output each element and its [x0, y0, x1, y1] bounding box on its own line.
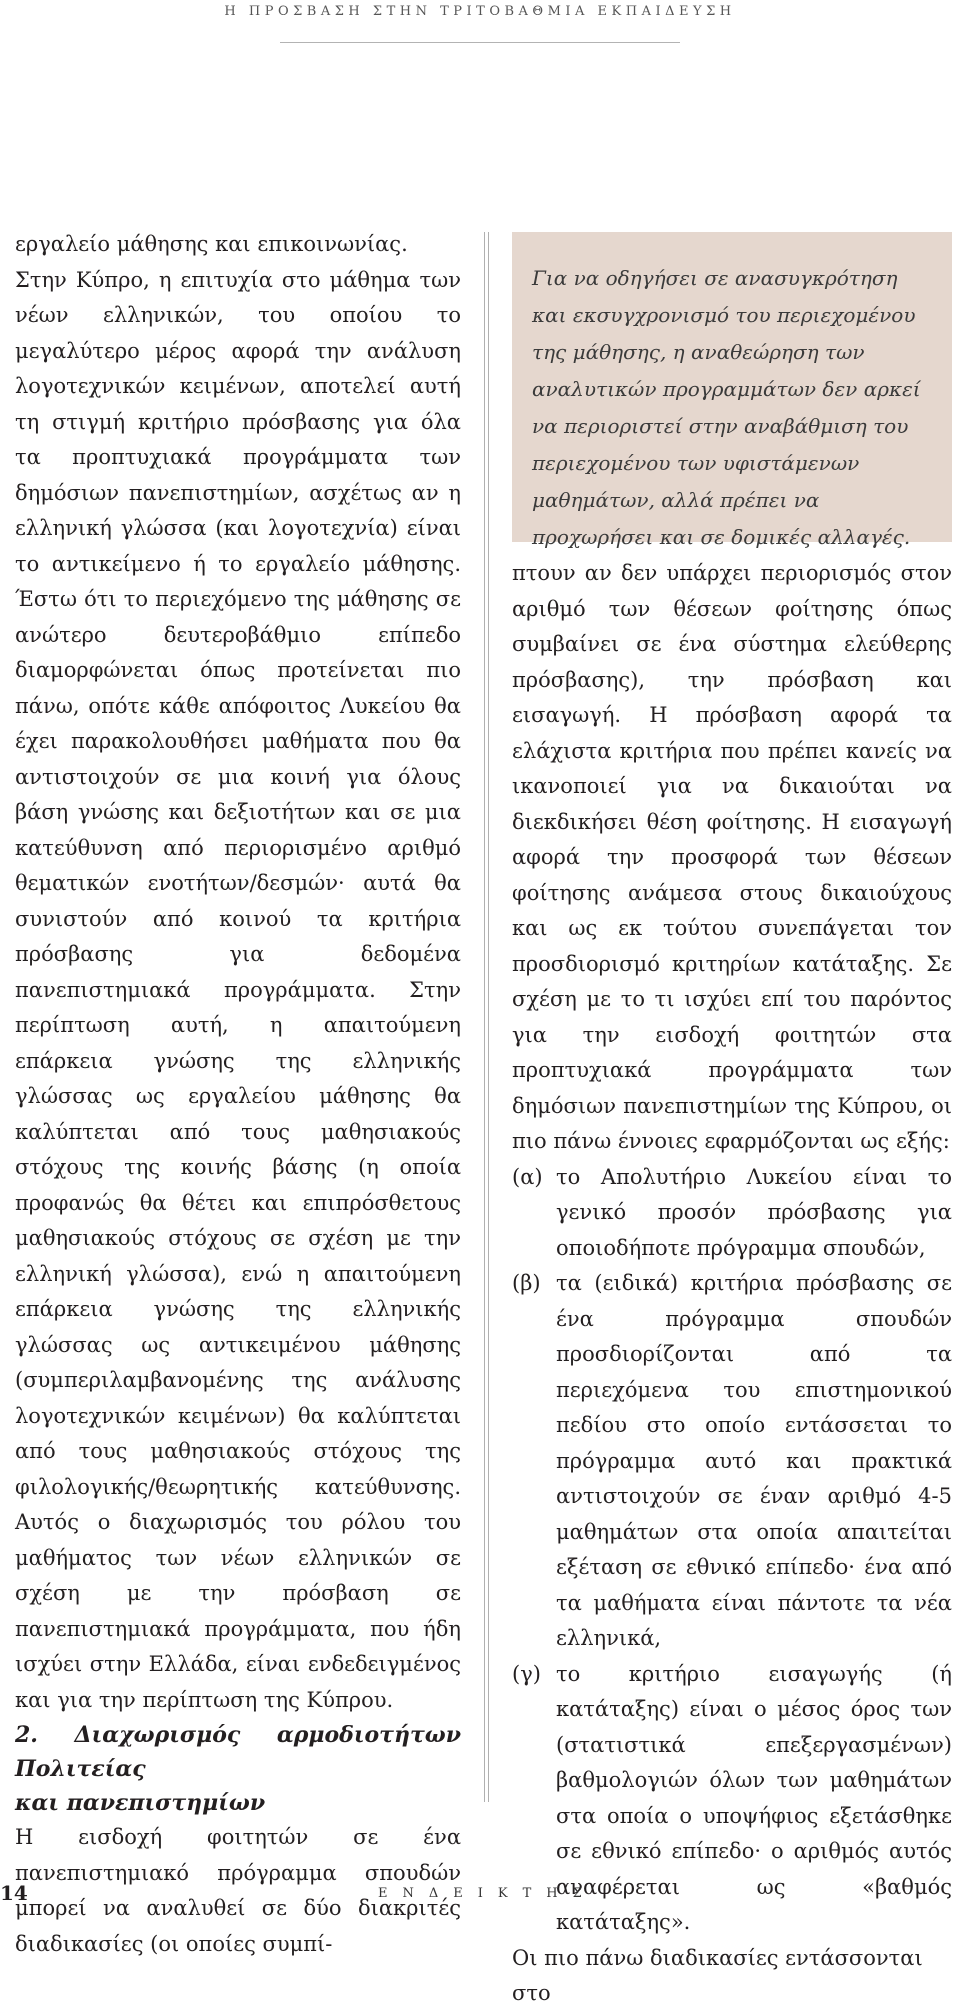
left-paragraph-2: Στην Κύπρο, η επιτυχία στο μάθημα των νέων ελληνικών, του οποίου το μεγαλύτερο μέρος αφορά την ανάλυση λογοτεχνικών κειμένων, αποτελεί αυτή τη στιγμή κριτήριο πρόσβασης για όλα τα προπτυχιακά προγράμματα των δημόσιων πανεπιστημίων, ασχέτως αν η ελληνική γλώσσα (και λογοτεχνία) είναι το αντικείμενο ή το εργαλείο μάθησης. Έστω ότι το περιεχόμενο της μάθησης σε ανώτερο δευτεροβάθμιο επίπεδο διαμορφώνεται όπως προτείνεται πιο πάνω, οπότε κάθε απόφοιτος Λυκείου θα έχει παρακολουθήσει μαθήματα που θα αντιστοιχούν σε μια κοινή για όλους βάση γνώσης και δεξιοτήτων και σε μια κατεύθυνση από περιορισμένο αριθμό θεματικών ενοτήτων/δεσμών· αυτά θα συνιστούν από κοινού τα κριτήρια πρόσβασης για δεδομένα πανεπιστημιακά προγράμματα. Στην περίπτωση αυτή, η απαιτούμενη επάρκεια γνώσης της ελληνικής γλώσσας ως εργαλείου μάθησης θα καλύπτεται από τους μαθησιακούς στόχους της κοινής βάσης (η οποία προφανώς θα θέτει και επιπρόσθετους μαθησιακούς στόχους σε σχέση με την ελληνική γλώσσα), ενώ η απαιτούμενη επάρκεια γνώσης της ελληνικής γλώσσας ως αντικειμένου μάθησης (συμπεριλαμβανομένης της ανάλυσης λογοτεχνικών κειμένων) θα καλύπτεται από τους μαθησιακούς στόχους της φιλολογικής/θεωρητικής κατεύθυνσης. Αυτός ο διαχωρισμός του ρόλου του μαθήματος των νέων ελληνικών σε σχέση με την πρόσβαση σε πανεπιστημιακά προγράμματα, που ήδη ισχύει στην Ελλάδα, είναι ενδεδειγμένος και για την περίπτωση της Κύπρου.	[15, 267, 461, 1712]
list-marker: (γ)	[512, 1661, 541, 1686]
section-heading	[15, 1718, 461, 1820]
running-header: Η ΠΡΟΣΒΑΣΗ ΣΤΗΝ ΤΡΙΤΟΒΑΘΜΙΑ ΕΚΠΑΙΔΕΥΣΗ	[224, 4, 736, 19]
section-heading-line-2: και πανεπιστημίων	[15, 1790, 266, 1816]
list-item	[512, 1266, 952, 1657]
right-column	[512, 556, 952, 2012]
criteria-list	[512, 1160, 952, 1941]
column-divider	[484, 232, 489, 1802]
journal-title: ΕΝΔΕΙΚΤΗΣ	[378, 1886, 597, 1901]
header-rule	[280, 42, 680, 43]
list-item	[512, 1160, 952, 1267]
pull-quote-box	[512, 232, 952, 549]
list-item-text: το Απολυτήριο Λυκείου είναι το γενικό προσόν πρόσβασης για οποιοδήποτε πρόγραμμα σπουδών,	[556, 1164, 952, 1260]
page-number: 14	[0, 1881, 28, 1905]
list-item-text: το κριτήριο εισαγωγής (ή κατάταξης) είναι ο μέσος όρος των (στατιστικά επεξεργασμένων) βαθμολογιών όλων των μαθημάτων στα οποία ο υποψήφιος εξετάσθηκε σε εθνικό επίπεδο· ο αριθμός αυτός αναφέρεται ως «βαθμός κατάταξης».	[556, 1661, 952, 1934]
list-marker: (α)	[512, 1164, 543, 1189]
pull-quote-text: Για να οδηγήσει σε ανασυγκρότηση και εκσυγχρονισμό του περιεχομένου της μάθησης, η αναθεώρηση των αναλυτικών προγραμμάτων δεν αρκεί να περιοριστεί στην αναβάθμιση του περιεχομένου των υφιστάμενων μαθημάτων, αλλά πρέπει να προχωρήσει και σε δομικές αλλαγές.	[532, 266, 921, 549]
left-column	[15, 227, 461, 1962]
left-paragraph-1: εργαλείο μάθησης και επικοινωνίας.	[15, 232, 408, 256]
list-item-text: τα (ειδικά) κριτήρια πρόσβασης σε ένα πρόγραμμα σπουδών προσδιορίζονται από τα περιεχόμενα του επιστημονικού πεδίου στο οποίο εντάσσεται το πρόγραμμα αυτό και πρακτικά αντιστοιχούν σε έναν αριθμό 4-5 μαθημάτων στα οποία απαιτείται εξέταση σε εθνικό επίπεδο· ένα από τα μαθήματα είναι πάντοτε τα νέα ελληνικά,	[556, 1271, 952, 1650]
section-heading-line-1: 2. Διαχωρισμός αρμοδιοτήτων Πολιτείας	[15, 1722, 461, 1782]
left-paragraph-3: Η εισδοχή φοιτητών σε ένα πανεπιστημιακό πρόγραμμα σπουδών μπορεί να αναλυθεί σε δύο διακριτές διαδικασίες (οι οποίες συμπί-	[15, 1825, 461, 1956]
list-marker: (β)	[512, 1271, 541, 1295]
right-paragraph-2: Οι πιο πάνω διαδικασίες εντάσσονται στο	[512, 1945, 923, 2005]
right-paragraph-1: πτουν αν δεν υπάρχει περιορισμός στον αριθμό των θέσεων φοίτησης όπως συμβαίνει σε ένα σύστημα ελεύθερης πρόσβασης), την πρόσβαση και εισαγωγή. Η πρόσβαση αφορά τα ελάχιστα κριτήρια που πρέπει κανείς να ικανοποιεί για να δικαιούται να διεκδικήσει θέση φοίτησης. Η εισαγωγή αφορά την προσφορά των θέσεων φοίτησης ανάμεσα στους δικαιούχους και ως εκ τούτου συνεπάγεται τον προσδιορισμό κριτηρίων κατάταξης. Σε σχέση με το τι ισχύει επί του παρόντος για την εισδοχή φοιτητών στα προπτυχιακά προγράμματα των δημόσιων πανεπιστημίων της Κύπρου, οι πιο πάνω έννοιες εφαρμόζονται ως εξής:	[512, 561, 952, 1153]
